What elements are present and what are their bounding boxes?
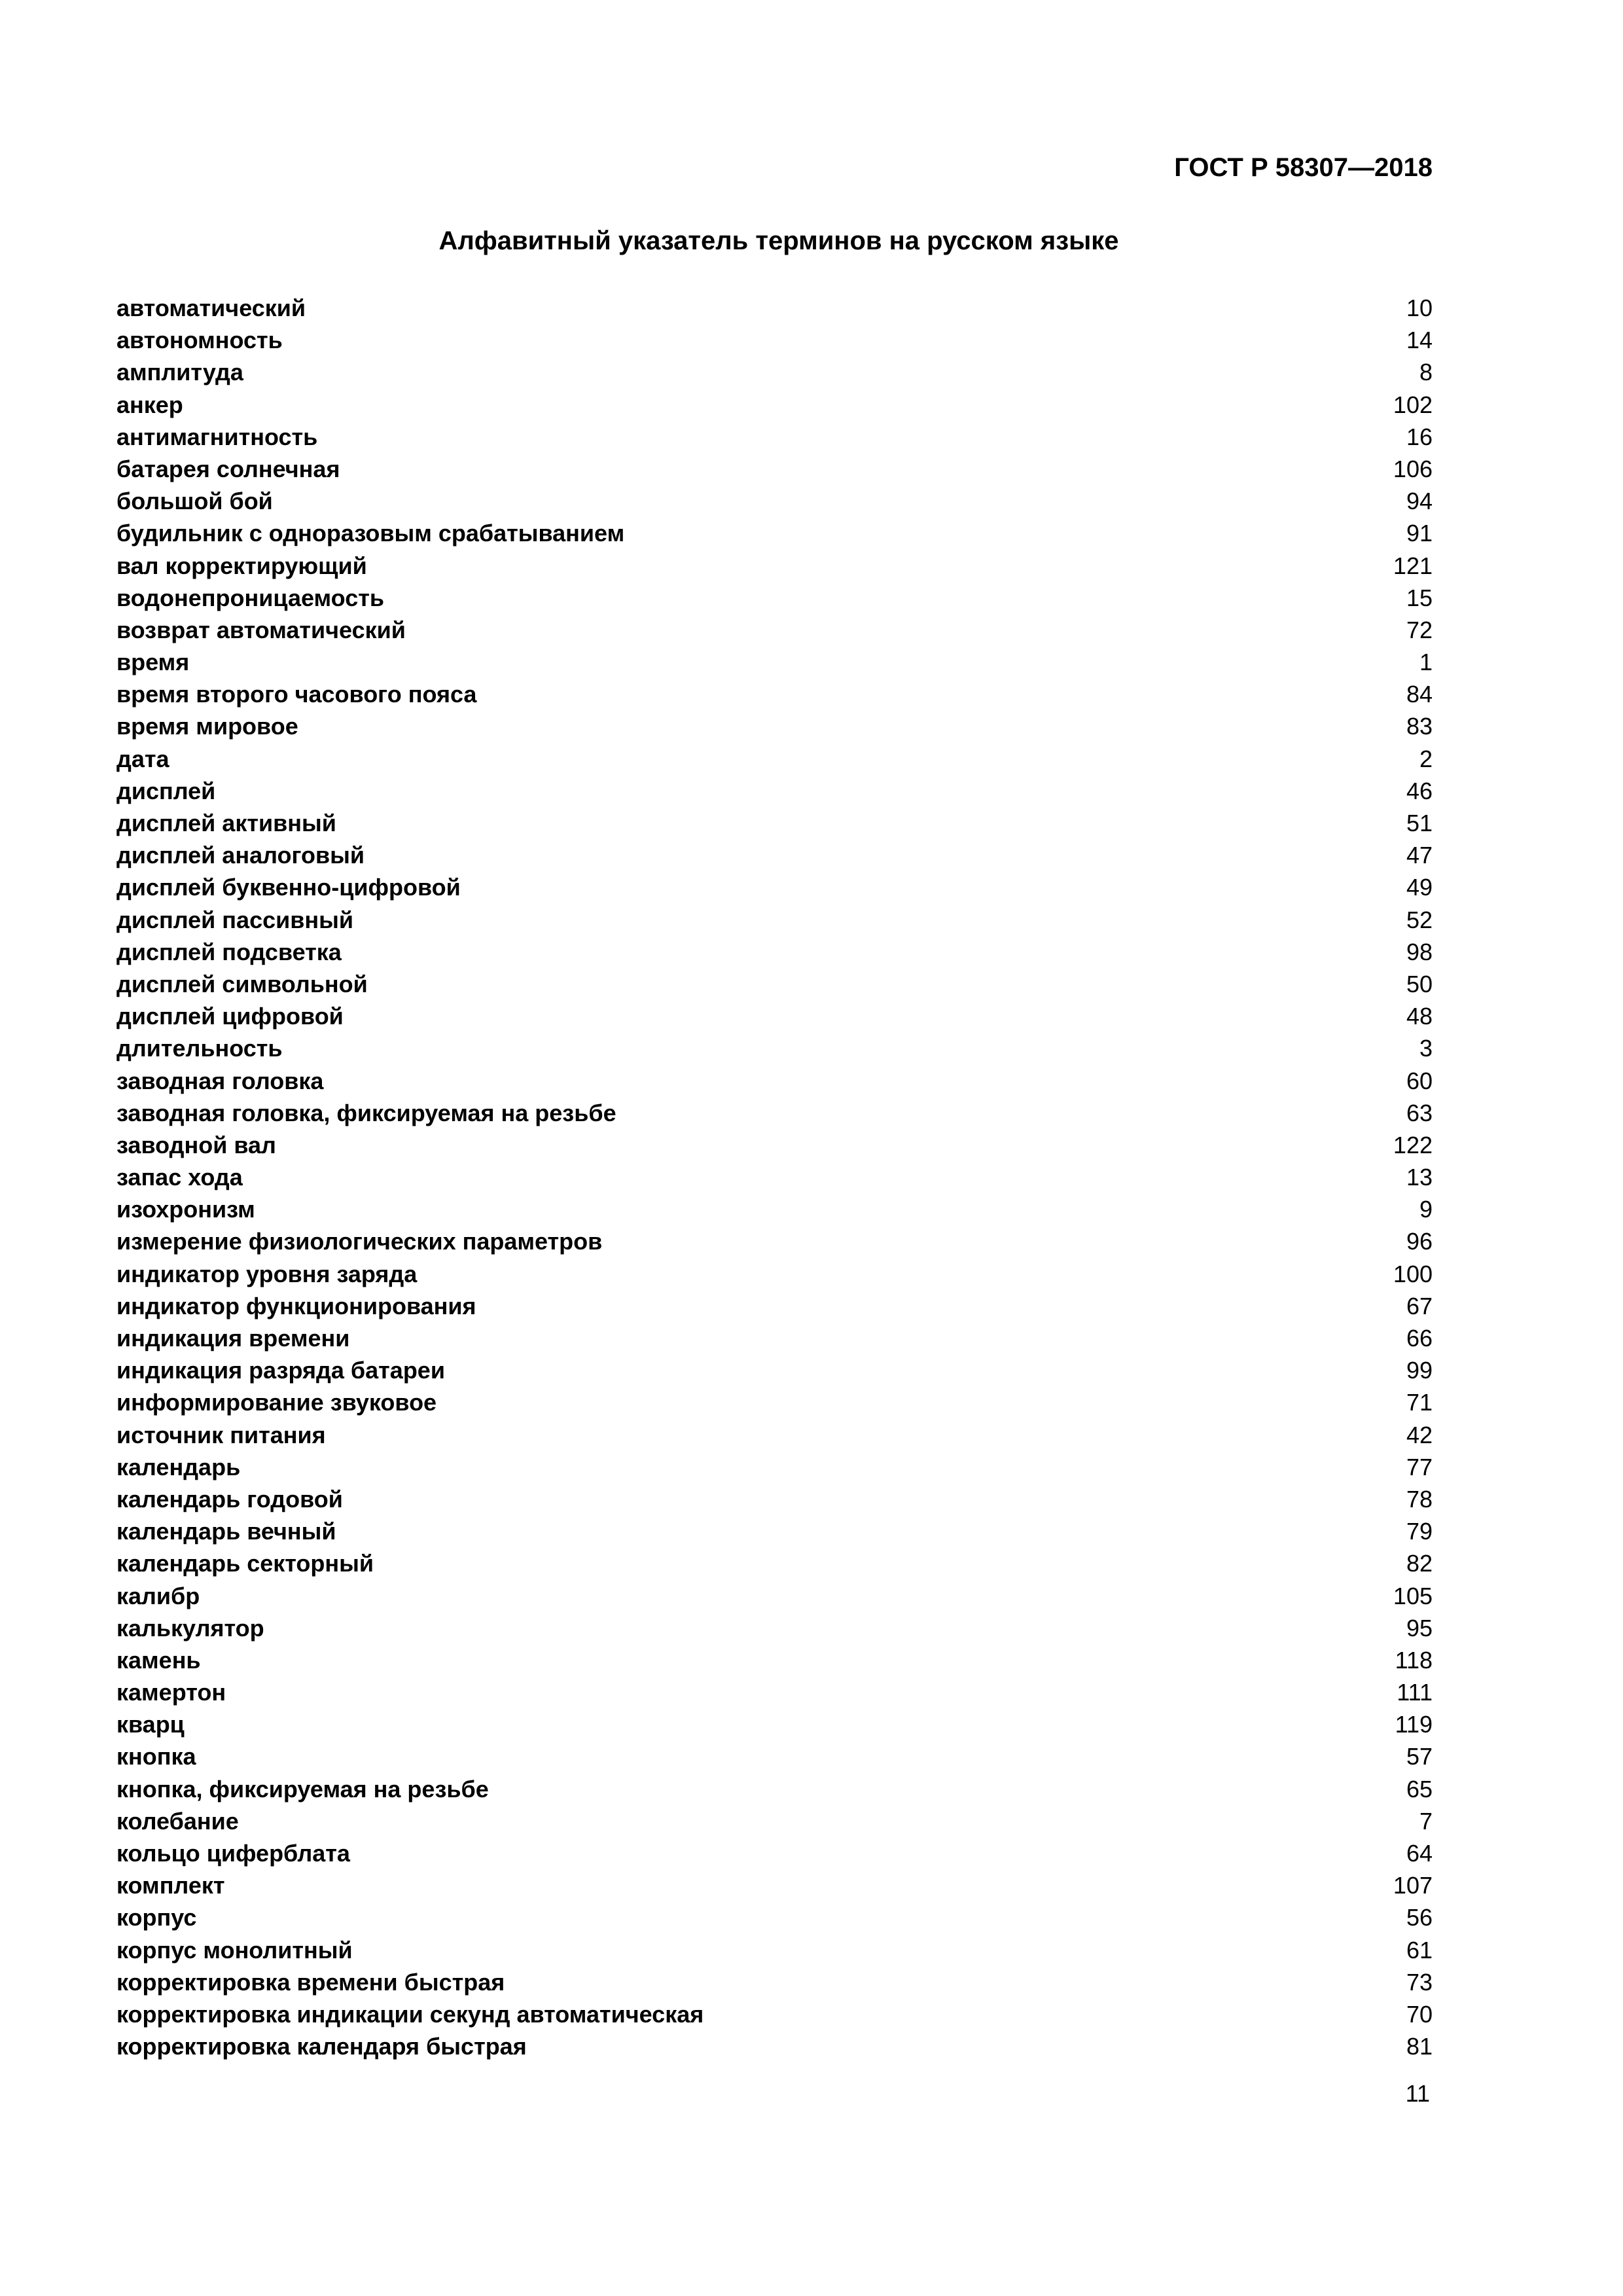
index-term-number: 57: [1406, 1743, 1433, 1770]
index-entry: [116, 1258, 1433, 1290]
index-term-number: 46: [1406, 777, 1433, 804]
index-term: кнопка: [116, 1743, 196, 1770]
index-entry: [116, 1354, 1433, 1386]
index-term-number: 96: [1406, 1228, 1433, 1255]
index-entry: [116, 710, 1433, 742]
index-entry: [116, 807, 1433, 839]
index-term: заводная головка: [116, 1067, 324, 1094]
index-term: калибр: [116, 1582, 200, 1609]
index-entry: [116, 292, 1433, 324]
index-entry: [116, 324, 1433, 356]
page-number: 11: [1405, 2080, 1430, 2107]
index-entry: [116, 936, 1433, 968]
index-term: информирование звуковое: [116, 1389, 437, 1416]
index-term: корректировка времени быстрая: [116, 1968, 505, 1996]
index-term: календарь вечный: [116, 1518, 336, 1545]
index-entry: [116, 1483, 1433, 1515]
index-term: заводной вал: [116, 1131, 276, 1158]
index-term: индикатор функционирования: [116, 1292, 476, 1319]
index-entry: [116, 743, 1433, 775]
index-term: кварц: [116, 1711, 185, 1738]
index-term-number: 61: [1406, 1936, 1433, 1964]
index-term-number: 60: [1406, 1067, 1433, 1094]
index-term: кольцо циферблата: [116, 1840, 350, 1867]
index-entry: [116, 614, 1433, 646]
index-term: дисплей буквенно-цифровой: [116, 874, 461, 901]
index-entry: [116, 1161, 1433, 1193]
index-entry: [116, 1901, 1433, 1933]
index-term: корпус монолитный: [116, 1936, 353, 1964]
index-term: источник питания: [116, 1421, 326, 1448]
index-term-number: 51: [1406, 810, 1433, 836]
document-code: ГОСТ Р 58307—2018: [1174, 153, 1433, 182]
index-term-number: 47: [1406, 842, 1433, 869]
index-entry: [116, 1676, 1433, 1708]
index-term-number: 82: [1406, 1550, 1433, 1577]
index-entry: [116, 1740, 1433, 1772]
index-term-number: 65: [1406, 1775, 1433, 1803]
index-entry: [116, 1225, 1433, 1257]
index-term: батарея солнечная: [116, 455, 340, 482]
index-term-number: 70: [1406, 2000, 1433, 2028]
index-entry: [116, 1708, 1433, 1740]
index-term-number: 78: [1406, 1485, 1433, 1513]
index-term: календарь секторный: [116, 1550, 374, 1577]
index-term: измерение физиологических параметров: [116, 1228, 603, 1255]
index-term-number: 122: [1393, 1131, 1433, 1158]
index-entry: [116, 678, 1433, 710]
index-entry: [116, 453, 1433, 485]
index-entry: [116, 1515, 1433, 1547]
index-entry: [116, 1129, 1433, 1161]
index-term: длительность: [116, 1035, 283, 1062]
index-term: корректировка индикации секунд автоматическая: [116, 2000, 704, 2028]
index-entry: [116, 1934, 1433, 1966]
index-entry: [116, 1837, 1433, 1869]
index-term: индикатор уровня заряда: [116, 1260, 418, 1287]
index-term: кнопка, фиксируемая на резьбе: [116, 1775, 489, 1803]
index-entry: [116, 1966, 1433, 1998]
index-term-number: 118: [1395, 1646, 1433, 1674]
index-term-number: 79: [1406, 1518, 1433, 1545]
index-term-number: 94: [1406, 488, 1433, 515]
index-entry: [116, 421, 1433, 453]
index-term: календарь годовой: [116, 1485, 343, 1513]
index-term-number: 9: [1419, 1196, 1433, 1223]
index-entry: [116, 485, 1433, 517]
index-term-number: 2: [1419, 745, 1433, 772]
index-entry: [116, 2030, 1433, 2062]
index-entry: [116, 1419, 1433, 1451]
index-term: водонепроницаемость: [116, 584, 384, 611]
index-entry: [116, 1097, 1433, 1129]
index-term: дисплей символьной: [116, 970, 368, 997]
index-term: вал корректирующий: [116, 552, 367, 579]
index-term-number: 1: [1419, 649, 1433, 676]
index-term-number: 72: [1406, 616, 1433, 643]
index-term-number: 50: [1406, 970, 1433, 997]
index-entry: [116, 1580, 1433, 1612]
index-term-number: 13: [1406, 1164, 1433, 1191]
index-term-number: 71: [1406, 1389, 1433, 1416]
index-term: заводная головка, фиксируемая на резьбе: [116, 1099, 616, 1126]
index-entry: [116, 1612, 1433, 1644]
index-term: время: [116, 649, 190, 676]
index-entry: [116, 550, 1433, 582]
index-term-number: 42: [1406, 1421, 1433, 1448]
index-term: амплитуда: [116, 359, 243, 386]
index-term: дисплей аналоговый: [116, 842, 365, 869]
index-term-number: 77: [1406, 1453, 1433, 1480]
index-term-number: 102: [1393, 391, 1433, 418]
index-term-number: 106: [1393, 455, 1433, 482]
index-term: индикация разряда батареи: [116, 1357, 445, 1384]
index-entry: [116, 1869, 1433, 1901]
index-term: камертон: [116, 1679, 226, 1706]
index-entry: [116, 1773, 1433, 1805]
index-term-number: 48: [1406, 1003, 1433, 1030]
index-term-number: 14: [1406, 327, 1433, 354]
index-term: будильник с одноразовым срабатыванием: [116, 520, 625, 547]
index-term-number: 119: [1395, 1711, 1433, 1738]
index-term: дисплей: [116, 777, 216, 804]
index-entry: [116, 1386, 1433, 1418]
index-term: калькулятор: [116, 1614, 264, 1641]
index-term: возврат автоматический: [116, 616, 406, 643]
index-entry: [116, 1998, 1433, 2030]
index-entry: [116, 1065, 1433, 1097]
index-term-number: 73: [1406, 1968, 1433, 1996]
index-term-number: 83: [1406, 713, 1433, 740]
index-term-number: 10: [1406, 295, 1433, 321]
index-term: большой бой: [116, 488, 273, 515]
index-term-number: 105: [1393, 1582, 1433, 1609]
index-term: дисплей подсветка: [116, 938, 342, 965]
index-term: дата: [116, 745, 169, 772]
index-term: индикация времени: [116, 1325, 350, 1352]
index-term-number: 107: [1393, 1872, 1433, 1899]
index-entry: [116, 646, 1433, 678]
index-term-number: 3: [1419, 1035, 1433, 1062]
index-term-number: 64: [1406, 1840, 1433, 1867]
index-title: Алфавитный указатель терминов на русском языке: [438, 226, 1119, 255]
index-term-number: 8: [1419, 359, 1433, 386]
index-term-number: 15: [1406, 584, 1433, 611]
index-term-number: 91: [1406, 520, 1433, 547]
index-term-number: 99: [1406, 1357, 1433, 1384]
index-entry: [116, 1193, 1433, 1225]
index-entry: [116, 968, 1433, 1000]
index-entry: [116, 389, 1433, 421]
index-term-number: 16: [1406, 423, 1433, 450]
index-term: время второго часового пояса: [116, 681, 477, 708]
index-entry: [116, 1451, 1433, 1483]
index-term: время мировое: [116, 713, 298, 740]
index-term-number: 7: [1419, 1807, 1433, 1835]
index-term-number: 56: [1406, 1904, 1433, 1931]
index-term: изохронизм: [116, 1196, 255, 1223]
index-entry: [116, 904, 1433, 936]
index-entry: [116, 1322, 1433, 1354]
index-entry: [116, 582, 1433, 614]
index-term-number: 52: [1406, 906, 1433, 933]
index-entry: [116, 517, 1433, 549]
index-term-number: 63: [1406, 1099, 1433, 1126]
index-term: дисплей цифровой: [116, 1003, 344, 1030]
index-term: календарь: [116, 1453, 241, 1480]
index-term-number: 49: [1406, 874, 1433, 901]
index-entry: [116, 1032, 1433, 1064]
index-term: комплект: [116, 1872, 225, 1899]
index-term: запас хода: [116, 1164, 243, 1191]
index-term: дисплей пассивный: [116, 906, 353, 933]
index-term: дисплей активный: [116, 810, 336, 836]
index-term: корпус: [116, 1904, 197, 1931]
index-entry: [116, 1000, 1433, 1032]
index-term: колебание: [116, 1807, 239, 1835]
index-entry: [116, 1644, 1433, 1676]
index-entry: [116, 871, 1433, 903]
index-entry: [116, 1805, 1433, 1837]
index-entry: [116, 1290, 1433, 1322]
index-term: камень: [116, 1646, 201, 1674]
index-term: корректировка календаря быстрая: [116, 2033, 527, 2060]
index-term-number: 84: [1406, 681, 1433, 708]
term-index-list: [116, 292, 1433, 2062]
index-term-number: 81: [1406, 2033, 1433, 2060]
index-entry: [116, 775, 1433, 807]
index-term-number: 66: [1406, 1325, 1433, 1352]
index-term-number: 121: [1393, 552, 1433, 579]
index-term-number: 111: [1397, 1679, 1433, 1706]
index-term: анкер: [116, 391, 183, 418]
index-term-number: 95: [1406, 1614, 1433, 1641]
index-term: автономность: [116, 327, 283, 354]
index-term-number: 98: [1406, 938, 1433, 965]
index-entry: [116, 839, 1433, 871]
index-term-number: 100: [1393, 1260, 1433, 1287]
index-term-number: 67: [1406, 1292, 1433, 1319]
index-entry: [116, 1547, 1433, 1579]
index-term: антимагнитность: [116, 423, 318, 450]
index-term: автоматический: [116, 295, 306, 321]
index-entry: [116, 356, 1433, 388]
